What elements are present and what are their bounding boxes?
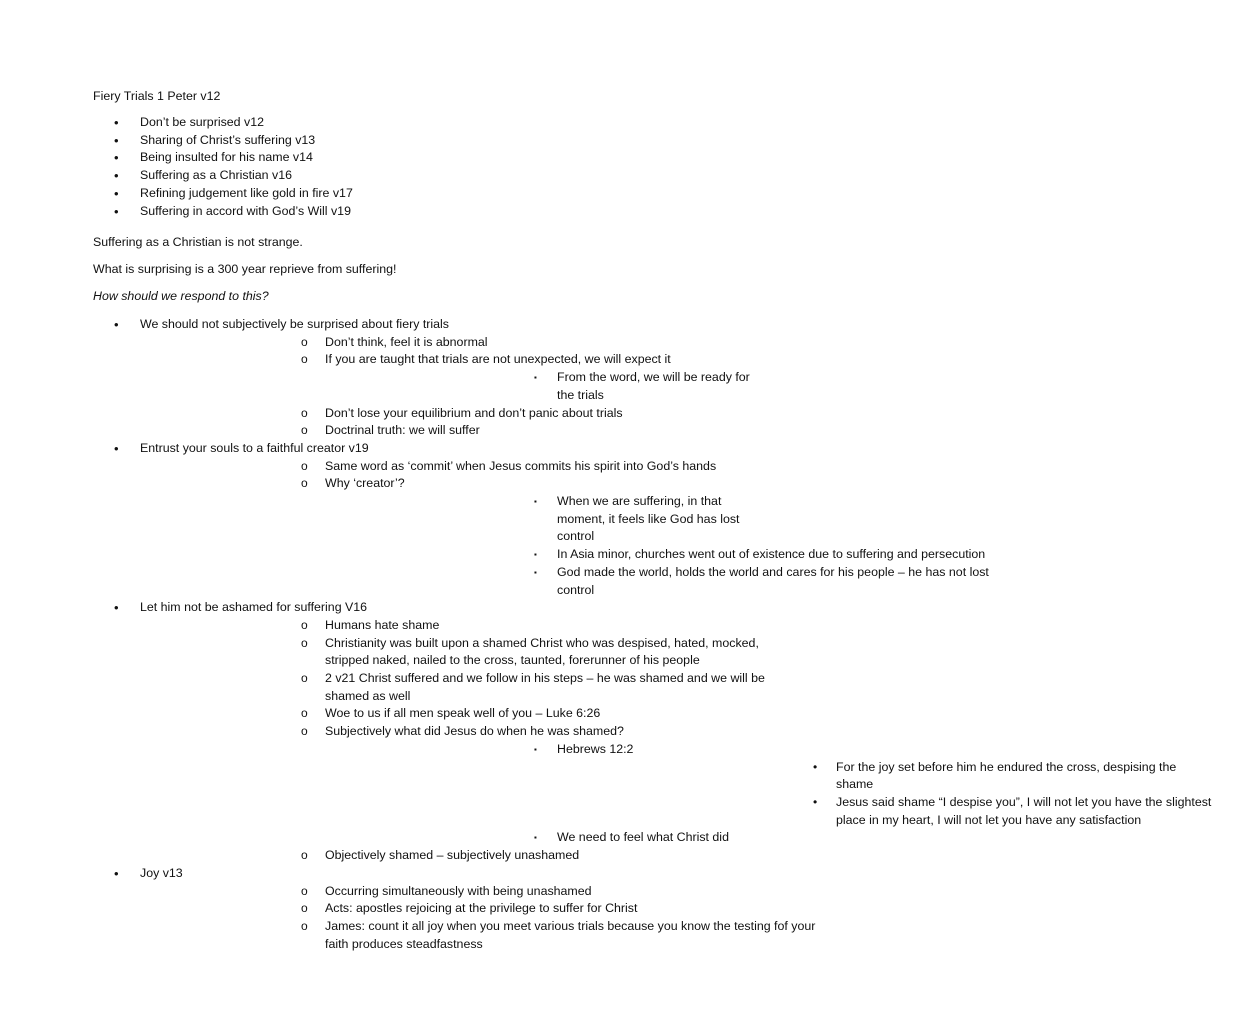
paragraph-not-strange: Suffering as a Christian is not strange. bbox=[93, 235, 303, 249]
list-item-text: Doctrinal truth: we will suffer bbox=[325, 423, 480, 438]
list-item bbox=[140, 883, 768, 901]
outline-list bbox=[0, 316, 1212, 953]
list-item-text: Refining judgement like gold in fire v17 bbox=[140, 185, 353, 200]
list-item-text: Let him not be ashamed for suffering V16 bbox=[140, 600, 368, 615]
list-item bbox=[140, 670, 768, 705]
circle-marker: o bbox=[301, 706, 308, 721]
bullet-marker: • bbox=[114, 203, 119, 219]
list-item bbox=[0, 149, 768, 167]
square-marker: ▪ bbox=[534, 373, 537, 383]
list-item-text: In Asia minor, churches went out of existence due to suffering and persecution bbox=[557, 547, 986, 562]
list-item-text: Christianity was built upon a shamed Christ who was despised, hated, mocked, stripped naked, nailed to the cross, taunted, forerunner of his people bbox=[325, 635, 759, 668]
circle-marker: o bbox=[301, 918, 308, 933]
sub-list bbox=[325, 369, 768, 404]
list-item bbox=[140, 847, 768, 865]
list-item bbox=[557, 759, 1177, 794]
list-item bbox=[140, 422, 768, 440]
question-heading: How should we respond to this? bbox=[93, 289, 269, 303]
bullet-marker: • bbox=[813, 759, 818, 774]
list-item-text: For the joy set before him he endured the cross, despising the shame bbox=[836, 759, 1177, 792]
bullet-marker: • bbox=[114, 150, 119, 166]
list-item-text: Acts: apostles rejoicing at the privilege to suffer for Christ bbox=[325, 901, 638, 916]
list-item-text: Sharing of Christ’s suffering v13 bbox=[140, 132, 316, 147]
list-item-text: Entrust your souls to a faithful creator v19 bbox=[140, 440, 369, 455]
circle-marker: o bbox=[301, 476, 308, 491]
list-item-text: Occurring simultaneously with being unashamed bbox=[325, 883, 592, 898]
bullet-marker: • bbox=[114, 440, 119, 456]
list-item bbox=[140, 635, 768, 670]
bullet-marker: • bbox=[114, 115, 119, 130]
list-item bbox=[0, 185, 768, 203]
list-item bbox=[557, 794, 1212, 829]
list-item bbox=[325, 829, 768, 847]
document-title: Fiery Trials 1 Peter v12 bbox=[93, 89, 221, 103]
list-item-text: We should not subjectively be surprised about fiery trials bbox=[140, 317, 450, 331]
list-item-text: Suffering in accord with God’s Will v19 bbox=[140, 203, 351, 218]
list-item-text: Same word as ‘commit’ when Jesus commits his spirit into God’s hands bbox=[325, 458, 717, 473]
list-item bbox=[140, 723, 1212, 847]
bullet-marker: • bbox=[114, 600, 119, 616]
list-item bbox=[140, 918, 816, 953]
list-item bbox=[140, 351, 768, 404]
sub-list bbox=[325, 741, 1212, 847]
square-marker: ▪ bbox=[534, 744, 537, 754]
outline-section-surprised bbox=[0, 316, 768, 440]
bullet-marker: • bbox=[114, 168, 119, 184]
bullet-marker: • bbox=[114, 185, 119, 201]
circle-marker: o bbox=[301, 901, 308, 916]
outline-section-entrust bbox=[0, 440, 989, 599]
list-item-text: Objectively shamed – subjectively unashamed bbox=[325, 848, 580, 863]
list-item bbox=[325, 564, 989, 599]
sub-list bbox=[140, 334, 768, 440]
bullet-marker: • bbox=[114, 317, 119, 332]
circle-marker: o bbox=[301, 405, 308, 420]
circle-marker: o bbox=[301, 671, 308, 686]
list-item bbox=[0, 114, 768, 132]
list-item-text: From the word, we will be ready for the trials bbox=[557, 370, 750, 402]
circle-marker: o bbox=[301, 848, 308, 863]
square-marker: ▪ bbox=[534, 550, 537, 560]
list-item-text: Hebrews 12:2 bbox=[557, 741, 634, 756]
square-marker: ▪ bbox=[534, 497, 537, 507]
sub-list bbox=[557, 759, 1212, 830]
list-item bbox=[140, 705, 768, 723]
list-item-text: Don’t lose your equilibrium and don’t panic about trials bbox=[325, 405, 623, 420]
list-item-text: Being insulted for his name v14 bbox=[140, 150, 313, 165]
outline-section-ashamed bbox=[0, 599, 1212, 865]
square-marker: ▪ bbox=[534, 567, 537, 577]
list-item bbox=[140, 458, 768, 476]
list-item-text: If you are taught that trials are not unexpected, we will expect it bbox=[325, 352, 671, 367]
circle-marker: o bbox=[301, 352, 308, 367]
summary-bullet-list bbox=[0, 114, 768, 220]
list-item-text: We need to feel what Christ did bbox=[557, 830, 729, 845]
circle-marker: o bbox=[301, 423, 308, 438]
list-item bbox=[0, 203, 768, 221]
list-item bbox=[325, 741, 1212, 830]
list-item-text: 2 v21 Christ suffered and we follow in his steps – he was shamed and we will be shamed as well bbox=[325, 671, 765, 703]
list-item-text: Suffering as a Christian v16 bbox=[140, 168, 292, 183]
list-item-text: Why ‘creator’? bbox=[325, 476, 405, 491]
sub-list bbox=[140, 458, 989, 600]
list-item-text: Humans hate shame bbox=[325, 617, 440, 632]
list-item-text: Subjectively what did Jesus do when he was shamed? bbox=[325, 724, 624, 739]
list-item bbox=[140, 475, 989, 599]
list-item bbox=[325, 546, 986, 564]
list-item-text: Joy v13 bbox=[140, 865, 183, 880]
outline-section-joy bbox=[0, 865, 816, 954]
sub-list bbox=[140, 883, 816, 954]
sub-list bbox=[140, 617, 1212, 865]
circle-marker: o bbox=[301, 635, 308, 650]
list-item bbox=[325, 369, 768, 404]
list-item bbox=[140, 405, 768, 423]
list-item-text: James: count it all joy when you meet various trials because you know the testing fof your faith produces steadfastness bbox=[325, 918, 816, 951]
list-item bbox=[140, 334, 768, 352]
square-marker: ▪ bbox=[534, 833, 537, 843]
circle-marker: o bbox=[301, 724, 308, 739]
list-item bbox=[325, 493, 768, 546]
bullet-marker: • bbox=[813, 794, 818, 809]
list-item bbox=[0, 132, 768, 150]
list-item-text: When we are suffering, in that moment, it feels like God has lost control bbox=[557, 494, 740, 544]
list-item-text: God made the world, holds the world and cares for his people – he has not lost control bbox=[557, 564, 989, 597]
circle-marker: o bbox=[301, 334, 308, 349]
circle-marker: o bbox=[301, 458, 308, 473]
paragraph-reprieve: What is surprising is a 300 year reprieve from suffering! bbox=[93, 262, 397, 276]
list-item-text: Jesus said shame “I despise you”, I will not let you have the slightest place in my heart, I will not let you have any satisfaction bbox=[836, 794, 1212, 827]
circle-marker: o bbox=[301, 883, 308, 898]
list-item-text: Don’t think, feel it is abnormal bbox=[325, 334, 488, 349]
list-item-text: Don’t be surprised v12 bbox=[140, 115, 264, 129]
list-item-text: Woe to us if all men speak well of you – Luke 6:26 bbox=[325, 706, 601, 721]
bullet-marker: • bbox=[114, 132, 119, 148]
circle-marker: o bbox=[301, 617, 308, 632]
list-item bbox=[140, 617, 768, 635]
list-item bbox=[140, 900, 768, 918]
bullet-marker: • bbox=[114, 865, 119, 881]
sub-list bbox=[325, 493, 989, 599]
list-item bbox=[0, 167, 768, 185]
